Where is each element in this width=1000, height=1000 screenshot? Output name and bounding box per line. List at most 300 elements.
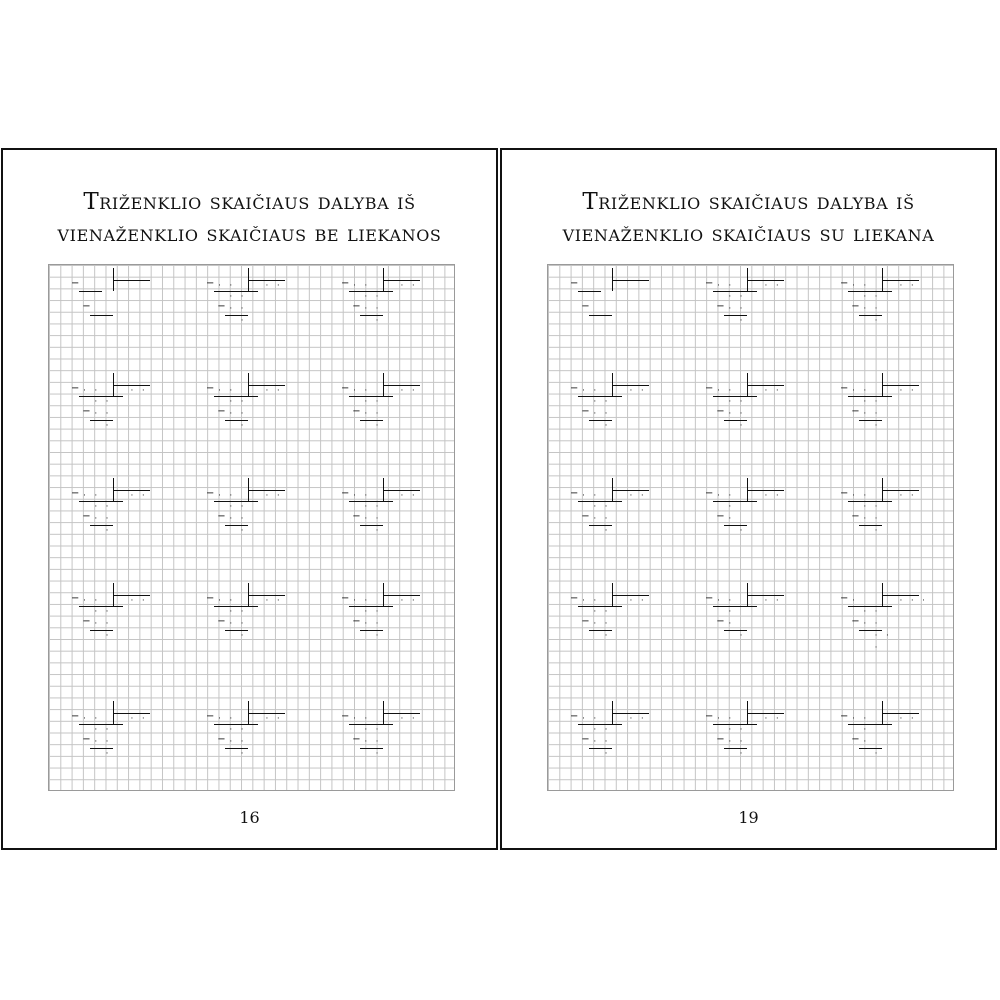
blank-dot: · xyxy=(863,514,867,525)
minus-sign: − xyxy=(840,488,849,499)
blank-dot: · xyxy=(218,385,221,396)
dividend-digit xyxy=(237,701,248,713)
dividend-digit xyxy=(871,583,882,595)
blank-dot: · xyxy=(775,595,779,606)
blank-dot: · xyxy=(604,725,608,736)
dividend-digit xyxy=(601,583,612,595)
dividend-digit xyxy=(372,701,383,713)
subtrahend-digit xyxy=(90,303,101,315)
blank-dot: · xyxy=(604,607,608,618)
minus-sign: − xyxy=(851,301,860,313)
division-problem xyxy=(705,478,833,578)
blank-dot: · xyxy=(775,713,779,724)
dividend-digit xyxy=(589,268,600,280)
dividend-digit xyxy=(349,583,360,595)
dividend-digit xyxy=(349,701,360,713)
dividend-digit xyxy=(578,373,589,385)
blank-dot: · xyxy=(240,725,244,736)
blank-dot: · xyxy=(229,409,233,420)
page-title xyxy=(3,186,496,250)
minus-sign: − xyxy=(352,616,361,628)
blank-dot: · xyxy=(728,502,732,513)
dividend-digit xyxy=(90,701,101,713)
dividend-digit xyxy=(848,373,859,385)
blank-dot: · xyxy=(353,490,356,501)
blank-dot: · xyxy=(717,595,720,606)
blank-dot: · xyxy=(229,280,233,291)
blank-dot: · xyxy=(739,292,743,303)
blank-dot: · xyxy=(604,630,608,641)
blank-dot: · xyxy=(593,502,597,513)
blank-dot: · xyxy=(375,292,379,303)
divisor-digit xyxy=(249,583,260,595)
blank-dot: · xyxy=(764,595,768,606)
blank-dot: · xyxy=(593,385,597,396)
blank-dot: · xyxy=(364,304,368,315)
minus-sign: − xyxy=(71,488,80,499)
blank-dot: · xyxy=(141,595,145,606)
blank-dot: · xyxy=(240,619,244,630)
blank-dot: · xyxy=(353,713,356,724)
blank-dot: · xyxy=(922,595,925,606)
blank-dot: · xyxy=(885,630,889,641)
dividend-digit xyxy=(79,373,90,385)
minus-sign: − xyxy=(570,711,579,722)
blank-dot: · xyxy=(130,385,134,396)
minus-sign: − xyxy=(851,406,860,418)
blank-dot: · xyxy=(593,490,597,501)
blank-dot: · xyxy=(593,514,597,525)
partial-digit xyxy=(601,291,612,303)
dividend-digit xyxy=(859,583,870,595)
subtrahend-digit xyxy=(589,280,600,292)
divisor-digit xyxy=(114,268,125,280)
minus-sign: − xyxy=(206,383,215,394)
title-line-2: vienaženklio skaičiaus be liekanos xyxy=(57,221,442,247)
blank-dot: · xyxy=(240,304,244,315)
blank-dot: · xyxy=(717,280,720,291)
blank-dot: · xyxy=(852,385,855,396)
blank-dot: · xyxy=(94,619,98,630)
dividend-digit xyxy=(589,478,600,490)
dividend-digit xyxy=(724,268,735,280)
blank-dot: · xyxy=(353,385,356,396)
divisor-digit xyxy=(114,478,125,490)
divisor-digit xyxy=(883,478,894,490)
blank-dot: · xyxy=(353,280,356,291)
blank-dot: · xyxy=(604,748,608,759)
blank-dot: · xyxy=(852,490,855,501)
minus-sign: − xyxy=(217,734,226,746)
blank-dot: · xyxy=(375,607,379,618)
blank-dot: · xyxy=(852,713,855,724)
minus-sign: − xyxy=(840,593,849,604)
blank-dot: · xyxy=(863,713,867,724)
blank-dot: · xyxy=(141,385,145,396)
blank-dot: · xyxy=(852,280,855,291)
minus-sign: − xyxy=(716,616,725,628)
blank-dot: · xyxy=(728,397,732,408)
blank-dot: · xyxy=(375,725,379,736)
blank-dot: · xyxy=(94,385,98,396)
minus-sign: − xyxy=(341,488,350,499)
blank-dot: · xyxy=(375,737,379,748)
page-number: 19 xyxy=(738,808,759,827)
dividend-digit xyxy=(724,478,735,490)
blank-dot: · xyxy=(899,595,903,606)
dividend-digit xyxy=(90,373,101,385)
division-problem xyxy=(71,478,199,578)
dividend-digit xyxy=(848,268,859,280)
dividend-digit xyxy=(871,701,882,713)
minus-sign: − xyxy=(581,511,590,523)
minus-sign: − xyxy=(851,616,860,628)
blank-dot: · xyxy=(910,595,914,606)
blank-dot: · xyxy=(94,397,98,408)
blank-dot: · xyxy=(899,490,903,501)
minus-sign: − xyxy=(840,383,849,394)
blank-dot: · xyxy=(874,607,878,618)
blank-dot: · xyxy=(593,409,597,420)
dividend-digit xyxy=(736,373,747,385)
divisor-digit xyxy=(883,268,894,280)
blank-dot: · xyxy=(229,737,233,748)
dividend-digit xyxy=(225,583,236,595)
partial-digit xyxy=(589,291,600,303)
minus-sign: − xyxy=(581,301,590,313)
blank-dot: · xyxy=(863,619,867,630)
blank-dot: · xyxy=(375,409,379,420)
blank-dot: · xyxy=(604,397,608,408)
blank-dot: · xyxy=(364,713,368,724)
blank-dot: · xyxy=(604,525,608,536)
blank-dot: · xyxy=(364,502,368,513)
blank-dot: · xyxy=(582,385,585,396)
blank-dot: · xyxy=(728,280,732,291)
blank-dot: · xyxy=(629,490,633,501)
minus-sign: − xyxy=(341,383,350,394)
minus-sign: − xyxy=(82,734,91,746)
blank-dot: · xyxy=(863,737,867,748)
dividend-digit xyxy=(79,478,90,490)
quotient-digit xyxy=(138,280,149,292)
dividend-digit xyxy=(713,373,724,385)
blank-dot: · xyxy=(229,725,233,736)
title-line-1: Triženklio skaičiaus dalyba iš xyxy=(582,189,915,215)
dividend-digit xyxy=(372,478,383,490)
blank-dot: · xyxy=(276,280,280,291)
dividend-digit xyxy=(90,268,101,280)
divisor-digit xyxy=(384,583,395,595)
blank-dot: · xyxy=(229,619,233,630)
dividend-digit xyxy=(578,583,589,595)
blank-dot: · xyxy=(640,713,644,724)
blank-dot: · xyxy=(218,595,221,606)
division-problem xyxy=(705,583,833,683)
blank-dot: · xyxy=(353,595,356,606)
division-problem xyxy=(206,373,334,473)
blank-dot: · xyxy=(728,737,732,748)
blank-dot: · xyxy=(130,490,134,501)
minus-sign: − xyxy=(570,593,579,604)
blank-dot: · xyxy=(411,385,415,396)
blank-dot: · xyxy=(364,490,368,501)
division-problem xyxy=(840,268,968,368)
blank-dot: · xyxy=(739,304,743,315)
blank-dot: · xyxy=(739,725,743,736)
blank-dot: · xyxy=(229,514,233,525)
blank-dot: · xyxy=(728,304,732,315)
minus-sign: − xyxy=(71,278,80,289)
minus-sign: − xyxy=(217,301,226,313)
dividend-digit xyxy=(225,701,236,713)
minus-sign: − xyxy=(206,593,215,604)
blank-dot: · xyxy=(229,385,233,396)
dividend-digit xyxy=(90,478,101,490)
division-problem xyxy=(341,583,469,683)
blank-dot: · xyxy=(739,737,743,748)
blank-dot: · xyxy=(910,713,914,724)
minus-sign: − xyxy=(716,734,725,746)
dividend-digit xyxy=(214,701,225,713)
blank-dot: · xyxy=(874,748,878,759)
dividend-digit xyxy=(601,478,612,490)
blank-dot: · xyxy=(265,595,269,606)
blank-dot: · xyxy=(364,385,368,396)
dividend-digit xyxy=(589,373,600,385)
blank-dot: · xyxy=(130,713,134,724)
dividend-digit xyxy=(736,701,747,713)
blank-dot: · xyxy=(375,525,379,536)
blank-dot: · xyxy=(728,514,732,525)
minus-sign: − xyxy=(705,488,714,499)
blank-dot: · xyxy=(240,607,244,618)
blank-dot: · xyxy=(411,595,415,606)
blank-dot: · xyxy=(375,514,379,525)
blank-dot: · xyxy=(218,713,221,724)
blank-dot: · xyxy=(717,490,720,501)
division-problem xyxy=(206,478,334,578)
blank-dot: · xyxy=(375,619,379,630)
minus-sign: − xyxy=(82,511,91,523)
minus-sign: − xyxy=(705,711,714,722)
dividend-digit xyxy=(102,478,113,490)
blank-dot: · xyxy=(364,619,368,630)
blank-dot: · xyxy=(265,713,269,724)
dividend-digit xyxy=(214,268,225,280)
blank-dot: · xyxy=(728,725,732,736)
blank-dot: · xyxy=(364,292,368,303)
division-problem xyxy=(570,583,698,683)
minus-sign: − xyxy=(840,278,849,289)
dividend-digit xyxy=(214,583,225,595)
dividend-digit xyxy=(848,583,859,595)
blank-dot: · xyxy=(863,397,867,408)
divisor-digit xyxy=(613,373,624,385)
dividend-digit xyxy=(360,268,371,280)
dividend-digit xyxy=(79,583,90,595)
minus-sign: − xyxy=(341,278,350,289)
blank-dot: · xyxy=(229,304,233,315)
dividend-digit xyxy=(102,701,113,713)
blank-dot: · xyxy=(775,490,779,501)
division-problem xyxy=(341,701,469,801)
minus-sign: − xyxy=(352,734,361,746)
blank-dot: · xyxy=(94,514,98,525)
blank-dot: · xyxy=(728,292,732,303)
minus-sign: − xyxy=(352,406,361,418)
blank-dot: · xyxy=(604,737,608,748)
division-problem xyxy=(570,373,698,473)
division-problem xyxy=(840,583,968,683)
divisor-digit xyxy=(613,583,624,595)
blank-dot: · xyxy=(411,490,415,501)
blank-dot: · xyxy=(141,713,145,724)
blank-dot: · xyxy=(775,280,779,291)
division-problem xyxy=(71,268,199,368)
dividend-digit xyxy=(713,701,724,713)
divisor-digit xyxy=(114,701,125,713)
minus-sign: − xyxy=(217,406,226,418)
blank-dot: · xyxy=(717,385,720,396)
blank-dot: · xyxy=(910,385,914,396)
dividend-digit xyxy=(578,268,589,280)
minus-sign: − xyxy=(570,488,579,499)
blank-dot: · xyxy=(94,409,98,420)
blank-dot: · xyxy=(400,595,404,606)
dividend-digit xyxy=(225,373,236,385)
minus-sign: − xyxy=(82,301,91,313)
division-problem xyxy=(840,701,968,801)
right-page xyxy=(500,148,997,850)
minus-sign: − xyxy=(716,511,725,523)
minus-sign: − xyxy=(82,616,91,628)
blank-dot: · xyxy=(229,502,233,513)
division-problem xyxy=(341,478,469,578)
minus-sign: − xyxy=(352,301,361,313)
blank-dot: · xyxy=(400,490,404,501)
blank-dot: · xyxy=(240,292,244,303)
dividend-digit xyxy=(601,373,612,385)
minus-sign: − xyxy=(705,278,714,289)
blank-dot: · xyxy=(629,713,633,724)
blank-dot: · xyxy=(739,397,743,408)
blank-dot: · xyxy=(764,490,768,501)
blank-dot: · xyxy=(728,607,732,618)
dividend-digit xyxy=(214,478,225,490)
blank-dot: · xyxy=(375,304,379,315)
blank-dot: · xyxy=(240,397,244,408)
blank-dot: · xyxy=(83,490,86,501)
blank-dot: · xyxy=(739,630,743,641)
minus-sign: − xyxy=(352,511,361,523)
divisor-digit xyxy=(384,268,395,280)
minus-sign: − xyxy=(71,593,80,604)
blank-dot: · xyxy=(852,595,855,606)
division-problem xyxy=(705,373,833,473)
dividend-digit xyxy=(349,478,360,490)
blank-dot: · xyxy=(593,595,597,606)
divisor-digit xyxy=(249,268,260,280)
divisor-digit xyxy=(249,701,260,713)
blank-dot: · xyxy=(728,409,732,420)
blank-dot: · xyxy=(83,713,86,724)
minus-sign: − xyxy=(705,383,714,394)
blank-dot: · xyxy=(240,315,244,326)
dividend-digit xyxy=(237,373,248,385)
minus-sign: − xyxy=(71,383,80,394)
blank-dot: · xyxy=(640,385,644,396)
divisor-digit xyxy=(883,701,894,713)
blank-dot: · xyxy=(105,409,109,420)
blank-dot: · xyxy=(83,595,86,606)
division-problem xyxy=(570,478,698,578)
divisor-digit xyxy=(249,478,260,490)
blank-dot: · xyxy=(874,420,878,431)
dividend-digit xyxy=(713,268,724,280)
blank-dot: · xyxy=(604,502,608,513)
minus-sign: − xyxy=(71,711,80,722)
divisor-digit xyxy=(384,478,395,490)
division-problem xyxy=(206,268,334,368)
dividend-digit xyxy=(372,373,383,385)
blank-dot: · xyxy=(229,490,233,501)
minus-sign: − xyxy=(570,383,579,394)
divisor-digit xyxy=(748,583,759,595)
divisor-digit xyxy=(883,373,894,385)
page-title xyxy=(502,186,995,250)
blank-dot: · xyxy=(375,315,379,326)
remainder-digit xyxy=(102,315,113,327)
dividend-digit xyxy=(225,268,236,280)
blank-dot: · xyxy=(240,502,244,513)
division-problem xyxy=(206,583,334,683)
division-problem xyxy=(705,701,833,801)
blank-dot: · xyxy=(130,595,134,606)
minus-sign: − xyxy=(851,511,860,523)
minus-sign: − xyxy=(705,593,714,604)
blank-dot: · xyxy=(863,292,867,303)
blank-dot: · xyxy=(411,280,415,291)
dividend-digit xyxy=(859,268,870,280)
dividend-digit xyxy=(79,701,90,713)
dividend-digit xyxy=(859,478,870,490)
minus-sign: − xyxy=(840,711,849,722)
blank-dot: · xyxy=(863,502,867,513)
dividend-digit xyxy=(349,373,360,385)
quotient-digit xyxy=(126,280,137,292)
blank-dot: · xyxy=(240,737,244,748)
blank-dot: · xyxy=(739,409,743,420)
blank-dot: · xyxy=(874,397,878,408)
division-problem xyxy=(705,268,833,368)
blank-dot: · xyxy=(94,490,98,501)
dividend-digit xyxy=(848,478,859,490)
dividend-digit xyxy=(736,583,747,595)
blank-dot: · xyxy=(94,725,98,736)
dividend-digit xyxy=(102,373,113,385)
blank-dot: · xyxy=(593,713,597,724)
blank-dot: · xyxy=(105,748,109,759)
division-problem xyxy=(840,373,968,473)
dividend-digit xyxy=(724,583,735,595)
left-page xyxy=(1,148,498,850)
division-problem xyxy=(71,701,199,801)
dividend-digit xyxy=(90,583,101,595)
blank-dot: · xyxy=(364,280,368,291)
blank-dot: · xyxy=(739,748,743,759)
blank-dot: · xyxy=(400,385,404,396)
